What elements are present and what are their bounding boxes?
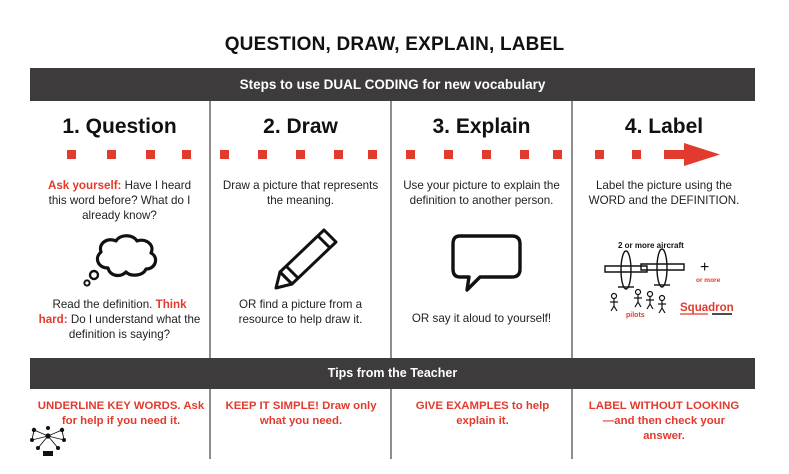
pilot-figures	[610, 290, 666, 314]
step-followup	[38, 297, 201, 342]
speech-bubble-icon	[450, 233, 525, 293]
sketch-note: or more	[696, 277, 721, 284]
step-instructions	[38, 178, 201, 223]
tip-underline: UNDERLINE KEY WORDS. Ask for help if you need it.	[37, 400, 205, 427]
plus-sign: +	[700, 259, 710, 276]
sketch-word: Squadron	[680, 302, 734, 314]
tip-simple: KEEP IT SIMPLE! Draw only what you need.	[225, 400, 377, 427]
body-text: Read the definition.	[52, 298, 156, 311]
step-instructions: Draw a picture that represents the meaning.	[222, 179, 379, 207]
step-heading: 4. Label	[624, 115, 704, 138]
network-logo-icon	[28, 424, 68, 456]
sketch-note: 2 or more aircraft	[618, 241, 684, 250]
step-heading: 1. Question	[62, 115, 177, 138]
tip-examples: GIVE EXAMPLES to help explain it.	[415, 400, 550, 427]
step-followup: OR say it aloud to yourself!	[411, 312, 552, 325]
body-text: Do I understand what the definition is saying?	[67, 313, 201, 341]
tip-label: LABEL WITHOUT LOOKING—and then check your answer.	[588, 400, 740, 442]
step-heading: 3. Explain	[432, 115, 531, 138]
step-instructions: Label the picture using the WORD and the DEFINITION.	[588, 179, 740, 207]
step-instructions: Use your picture to explain the definition to another person.	[403, 179, 560, 207]
tips-bar: Tips from the Teacher	[30, 358, 755, 389]
header-bar: Steps to use DUAL CODING for new vocabulary	[30, 68, 755, 101]
step-explain	[392, 101, 571, 358]
body-text: Have I heard this word before? What do I already know?	[48, 179, 192, 222]
thought-bubble-icon	[80, 233, 170, 293]
pencil-icon	[272, 226, 342, 291]
step-question	[30, 101, 209, 358]
step-heading: 2. Draw	[263, 115, 338, 138]
highlight-text: Ask yourself:	[47, 179, 122, 192]
sketch-note: pilots	[626, 312, 645, 319]
page-title: QUESTION, DRAW, EXPLAIN, LABEL	[224, 34, 565, 55]
step-followup: OR find a picture from a resource to help draw it.	[238, 298, 363, 326]
highlight-text: Think hard:	[38, 298, 187, 326]
squadron-sketch	[600, 238, 750, 323]
aircraft-icon	[605, 249, 684, 289]
